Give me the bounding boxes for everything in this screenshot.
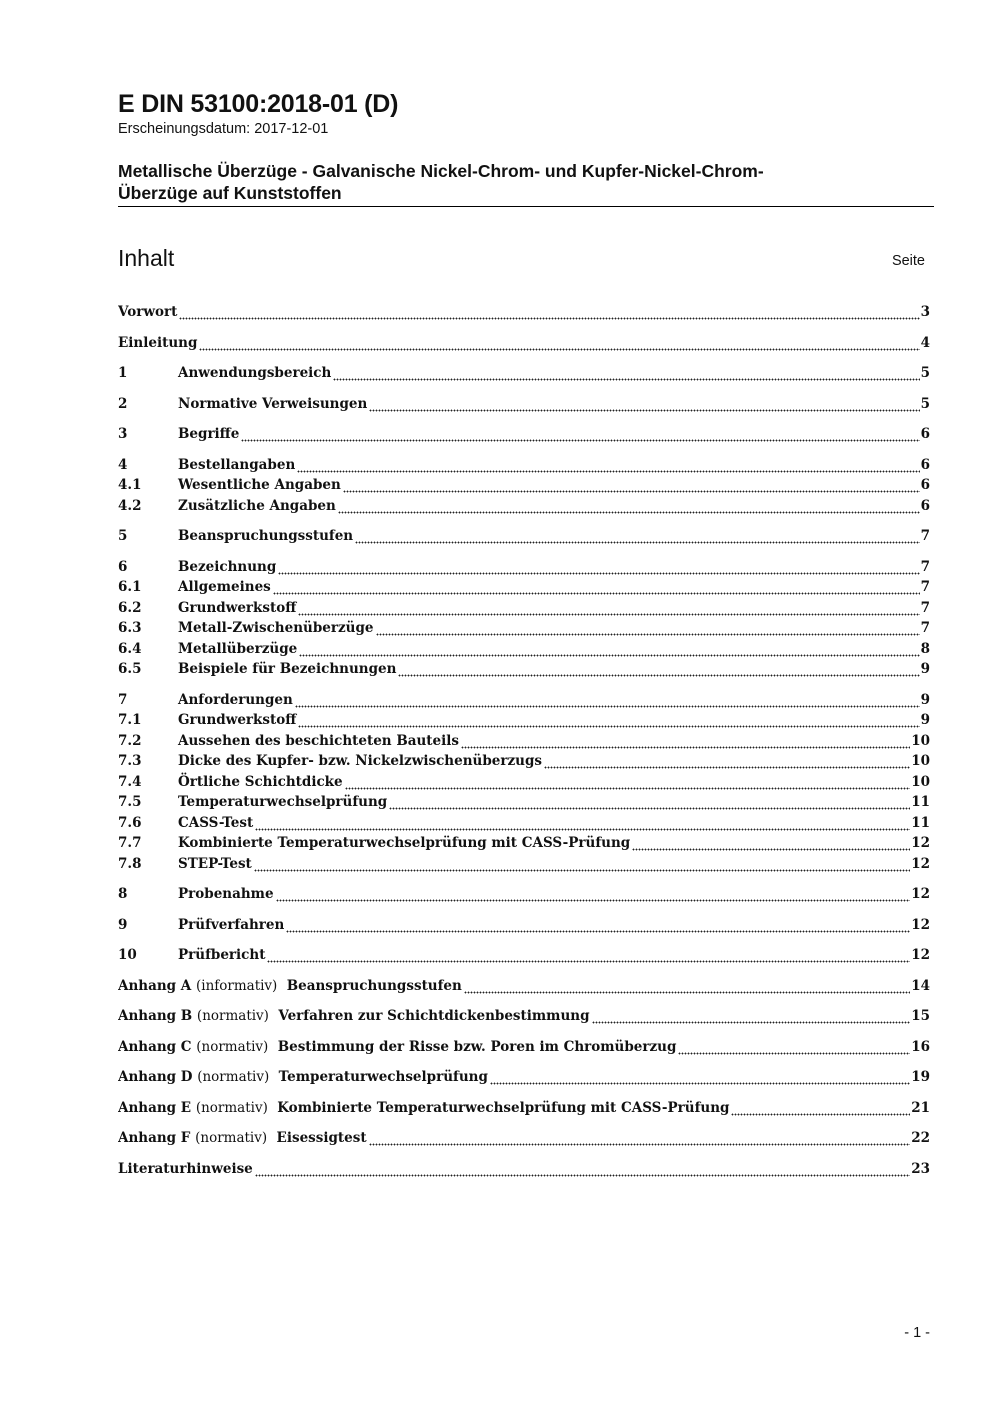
toc-dot-leader	[276, 884, 911, 905]
toc-dot-leader	[338, 496, 920, 517]
toc-dot-leader	[286, 915, 910, 936]
toc-dot-leader	[490, 1067, 910, 1088]
toc-entry-label: Normative Verweisungen	[178, 395, 368, 412]
toc-dot-leader	[731, 1098, 910, 1119]
toc-entry-number: 7.6	[118, 814, 142, 831]
toc-entry-page: 14	[911, 977, 930, 994]
toc-heading: Inhalt	[118, 245, 175, 271]
toc-entry-number: 6.5	[118, 661, 142, 677]
document-title-line-1: Metallische Überzüge - Galvanische Nickel-Chrom- und Kupfer-Nickel-Chrom-	[118, 161, 764, 181]
toc-entry-page: 6	[920, 456, 930, 473]
toc-dot-leader	[298, 598, 919, 619]
toc-entry-number: 7.3	[118, 753, 142, 769]
toc-annex-title: Eisessigtest	[276, 1130, 367, 1146]
toc-dot-leader	[299, 639, 919, 660]
toc-dot-leader	[376, 618, 920, 639]
toc-entry-number: 7.8	[118, 855, 142, 872]
toc-dot-leader	[254, 854, 910, 875]
toc-entry-page: 12	[911, 835, 930, 851]
toc-entry-label: Anforderungen	[178, 691, 293, 708]
toc-entry-page: 12	[911, 916, 930, 933]
toc-entry-number: 6.1	[118, 579, 142, 595]
toc-dot-leader	[297, 455, 919, 476]
toc-dot-leader	[273, 577, 920, 598]
document-title	[118, 160, 934, 204]
toc-entry-label: Einleitung	[118, 334, 198, 351]
toc-entry-number: 10	[118, 947, 137, 963]
toc-entry-label: Begriffe	[178, 426, 240, 442]
toc-entry-page: 3	[920, 304, 930, 320]
toc-annex-title: Kombinierte Temperaturwechselprüfung mit CASS-Prüfung	[277, 1099, 730, 1116]
toc-entry-page: 19	[911, 1069, 930, 1085]
toc-dot-leader	[355, 526, 919, 547]
toc-annex-label	[118, 976, 462, 997]
toc-entry[interactable]	[118, 302, 930, 323]
toc-dot-leader	[544, 751, 910, 772]
toc-entry[interactable]	[118, 618, 930, 639]
publication-date	[118, 121, 328, 137]
toc-entry[interactable]	[118, 363, 930, 384]
toc-annex-type: (normativ)	[196, 1008, 269, 1024]
toc-dot-leader	[369, 1128, 911, 1149]
toc-entry-page: 7	[920, 579, 930, 595]
toc-entry-number: 4	[118, 456, 128, 473]
toc-dot-leader	[267, 945, 910, 966]
toc-entry[interactable]	[118, 731, 930, 752]
toc-entry-page: 10	[911, 773, 930, 790]
toc-entry-label: Aussehen des beschichteten Bauteils	[178, 732, 459, 749]
toc-entry-page: 23	[911, 1160, 930, 1177]
toc-entry-label: Temperaturwechselprüfung	[178, 794, 388, 810]
toc-entry[interactable]	[118, 475, 930, 496]
toc-entry-page: 12	[911, 855, 930, 872]
toc-entry[interactable]	[118, 333, 930, 354]
toc-entry-page: 9	[920, 712, 930, 728]
toc-entry-number: 4.1	[118, 477, 142, 493]
toc-entry-label: Metallüberzüge	[178, 640, 298, 657]
toc-entry[interactable]	[118, 577, 930, 598]
toc-entry-label: Bestellangaben	[178, 456, 296, 473]
toc-entry[interactable]	[118, 557, 930, 578]
toc-entry[interactable]	[118, 772, 930, 793]
toc-entry[interactable]	[118, 751, 930, 772]
toc-annex-prefix: Anhang C	[118, 1038, 192, 1055]
toc-annex-entry[interactable]	[118, 1006, 930, 1027]
toc-entry-page: 7	[920, 599, 930, 616]
publication-date-label: Erscheinungsdatum:	[118, 121, 251, 137]
page-number: - 1 -	[904, 1325, 930, 1341]
toc-annex-type: (normativ)	[195, 1130, 268, 1146]
toc-entry-label: CASS-Test	[178, 814, 254, 831]
toc-entry-number: 7.2	[118, 732, 142, 749]
toc-annex-prefix: Anhang A	[118, 977, 192, 994]
toc-entry[interactable]	[118, 394, 930, 415]
toc-entry[interactable]	[118, 690, 930, 711]
toc-annex-label	[118, 1128, 367, 1149]
toc-dot-leader	[199, 333, 919, 354]
toc-entry-page: 5	[920, 395, 930, 412]
document-title-line-2: Überzüge auf Kunststoffen	[118, 183, 342, 203]
toc-entry-number: 9	[118, 916, 128, 933]
toc-entry-number: 6.3	[118, 620, 142, 636]
toc-entry[interactable]	[118, 813, 930, 834]
toc-entry-page: 10	[911, 732, 930, 749]
toc-entry-label: Beanspruchungsstufen	[178, 528, 354, 544]
toc-entry-page: 7	[920, 558, 930, 575]
toc-dot-leader	[389, 792, 910, 813]
toc-entry-number: 6.4	[118, 640, 142, 657]
title-divider	[118, 206, 934, 207]
toc-annex-title: Beanspruchungsstufen	[286, 977, 462, 994]
toc-entry[interactable]	[118, 455, 930, 476]
toc-entry-number: 2	[118, 395, 128, 412]
toc-annex-entry[interactable]	[118, 1098, 930, 1119]
toc-entry-page: 4	[920, 334, 930, 351]
toc-dot-leader	[343, 475, 920, 496]
toc-entry-page: 22	[911, 1130, 930, 1146]
toc-dot-leader	[255, 1159, 910, 1180]
toc-entry-page: 11	[911, 794, 930, 810]
toc-annex-type: (normativ)	[196, 1038, 269, 1055]
toc-annex-label	[118, 1006, 590, 1027]
toc-entry-label: Probenahme	[178, 886, 274, 902]
toc-dot-leader	[298, 710, 919, 731]
toc-dot-leader	[632, 833, 910, 854]
toc-entry-page: 6	[920, 477, 930, 493]
toc-entry-page: 15	[911, 1008, 930, 1024]
toc-annex-label	[118, 1037, 676, 1058]
toc-entry[interactable]	[118, 598, 930, 619]
toc-dot-leader	[464, 976, 910, 997]
toc-entry-label: Anwendungsbereich	[178, 365, 332, 381]
toc-entry-page: 5	[920, 365, 930, 381]
toc-entry-page: 12	[911, 947, 930, 963]
toc-entry[interactable]	[118, 884, 930, 905]
toc-annex-entry[interactable]	[118, 1128, 930, 1149]
toc-entry-number: 7.7	[118, 835, 142, 851]
toc-entry-label: Grundwerkstoff	[178, 599, 297, 616]
toc-entry[interactable]	[118, 792, 930, 813]
toc-annex-entry[interactable]	[118, 1037, 930, 1058]
toc-entry-page: 6	[920, 426, 930, 442]
toc-entry-number: 7.4	[118, 773, 142, 790]
toc-dot-leader	[592, 1006, 911, 1027]
toc-entry-page: 21	[911, 1099, 930, 1116]
toc-dot-leader	[278, 557, 919, 578]
toc-page-column-heading: Seite	[891, 253, 925, 269]
toc-annex-type: (informativ)	[195, 977, 278, 994]
toc-entry-label: STEP-Test	[178, 855, 252, 872]
toc-dot-leader	[369, 394, 919, 415]
toc-annex-type: (normativ)	[197, 1069, 270, 1085]
toc-dot-leader	[333, 363, 919, 384]
toc-entry-number: 7.1	[118, 712, 142, 728]
toc-entry-label: Prüfbericht	[178, 947, 266, 963]
toc-entry-label: Vorwort	[118, 304, 178, 320]
toc-entry-label: Bezeichnung	[178, 558, 277, 575]
document-id: E DIN 53100:2018-01 (D)	[118, 90, 399, 118]
toc-entry-label: Beispiele für Bezeichnungen	[178, 661, 397, 677]
toc-annex-type: (normativ)	[195, 1099, 268, 1116]
toc-entry-page: 16	[911, 1038, 930, 1055]
toc-entry-page: 10	[911, 753, 930, 769]
toc-annex-label	[118, 1098, 729, 1119]
toc-entry-page: 7	[920, 620, 930, 636]
toc-annex-label	[118, 1067, 488, 1088]
toc-entry-label: Dicke des Kupfer- bzw. Nickelzwischenüberzugs	[178, 753, 542, 769]
toc-dot-leader	[179, 302, 919, 323]
toc-dot-leader	[398, 659, 919, 680]
toc-entry-number: 4.2	[118, 497, 142, 514]
toc-annex-title: Temperaturwechselprüfung	[278, 1069, 488, 1085]
toc-entry[interactable]	[118, 526, 930, 547]
toc-entry-label: Prüfverfahren	[178, 916, 285, 933]
toc-entry[interactable]	[118, 639, 930, 660]
toc-annex-title: Bestimmung der Risse bzw. Poren im Chromüberzug	[277, 1038, 677, 1055]
toc-annex-entry[interactable]	[118, 976, 930, 997]
toc-entry-label: Zusätzliche Angaben	[178, 497, 336, 514]
toc-dot-leader	[345, 772, 911, 793]
toc-entry-number: 7.5	[118, 794, 142, 810]
toc-entry-page: 11	[911, 814, 930, 831]
toc-entry-label: Allgemeines	[178, 579, 271, 595]
toc-entry-page: 9	[920, 691, 930, 708]
toc-entry[interactable]	[118, 833, 930, 854]
table-of-contents	[118, 302, 930, 1179]
toc-entry[interactable]	[118, 496, 930, 517]
toc-entry-page: 12	[911, 886, 930, 902]
toc-entry[interactable]	[118, 659, 930, 680]
toc-dot-leader	[461, 731, 910, 752]
toc-annex-prefix: Anhang B	[118, 1008, 193, 1024]
toc-entry-number: 6.2	[118, 599, 142, 616]
toc-entry-number: 8	[118, 886, 128, 902]
toc-entry[interactable]	[118, 915, 930, 936]
toc-entry-label: Literaturhinweise	[118, 1160, 253, 1177]
toc-entry-number: 1	[118, 365, 128, 381]
toc-dot-leader	[678, 1037, 910, 1058]
toc-entry-label: Kombinierte Temperaturwechselprüfung mit CASS-Prüfung	[178, 835, 631, 851]
toc-annex-prefix: Anhang E	[118, 1099, 192, 1116]
toc-entry-page: 9	[920, 661, 930, 677]
toc-dot-leader	[295, 690, 920, 711]
toc-annex-title: Verfahren zur Schichtdickenbestimmung	[278, 1008, 590, 1024]
toc-entry[interactable]	[118, 854, 930, 875]
toc-entry-page: 8	[920, 640, 930, 657]
toc-entry-label: Wesentliche Angaben	[178, 477, 341, 493]
toc-entry-number: 7	[118, 691, 128, 708]
toc-entry-page: 7	[920, 528, 930, 544]
toc-entry[interactable]	[118, 710, 930, 731]
toc-dot-leader	[241, 424, 919, 445]
toc-annex-prefix: Anhang F	[118, 1130, 191, 1146]
publication-date-value: 2017-12-01	[254, 121, 329, 137]
toc-dot-leader	[255, 813, 910, 834]
toc-entry[interactable]	[118, 945, 930, 966]
toc-entry-number: 3	[118, 426, 128, 442]
toc-entry-number: 5	[118, 528, 128, 544]
toc-entry-label: Metall-Zwischenüberzüge	[178, 620, 374, 636]
toc-bibliography-entry[interactable]	[118, 1159, 930, 1180]
toc-annex-entry[interactable]	[118, 1067, 930, 1088]
toc-entry-label: Örtliche Schichtdicke	[178, 773, 343, 790]
toc-entry-page: 6	[920, 497, 930, 514]
toc-entry[interactable]	[118, 424, 930, 445]
toc-entry-label: Grundwerkstoff	[178, 712, 297, 728]
toc-entry-number: 6	[118, 558, 128, 575]
toc-annex-prefix: Anhang D	[118, 1069, 193, 1085]
